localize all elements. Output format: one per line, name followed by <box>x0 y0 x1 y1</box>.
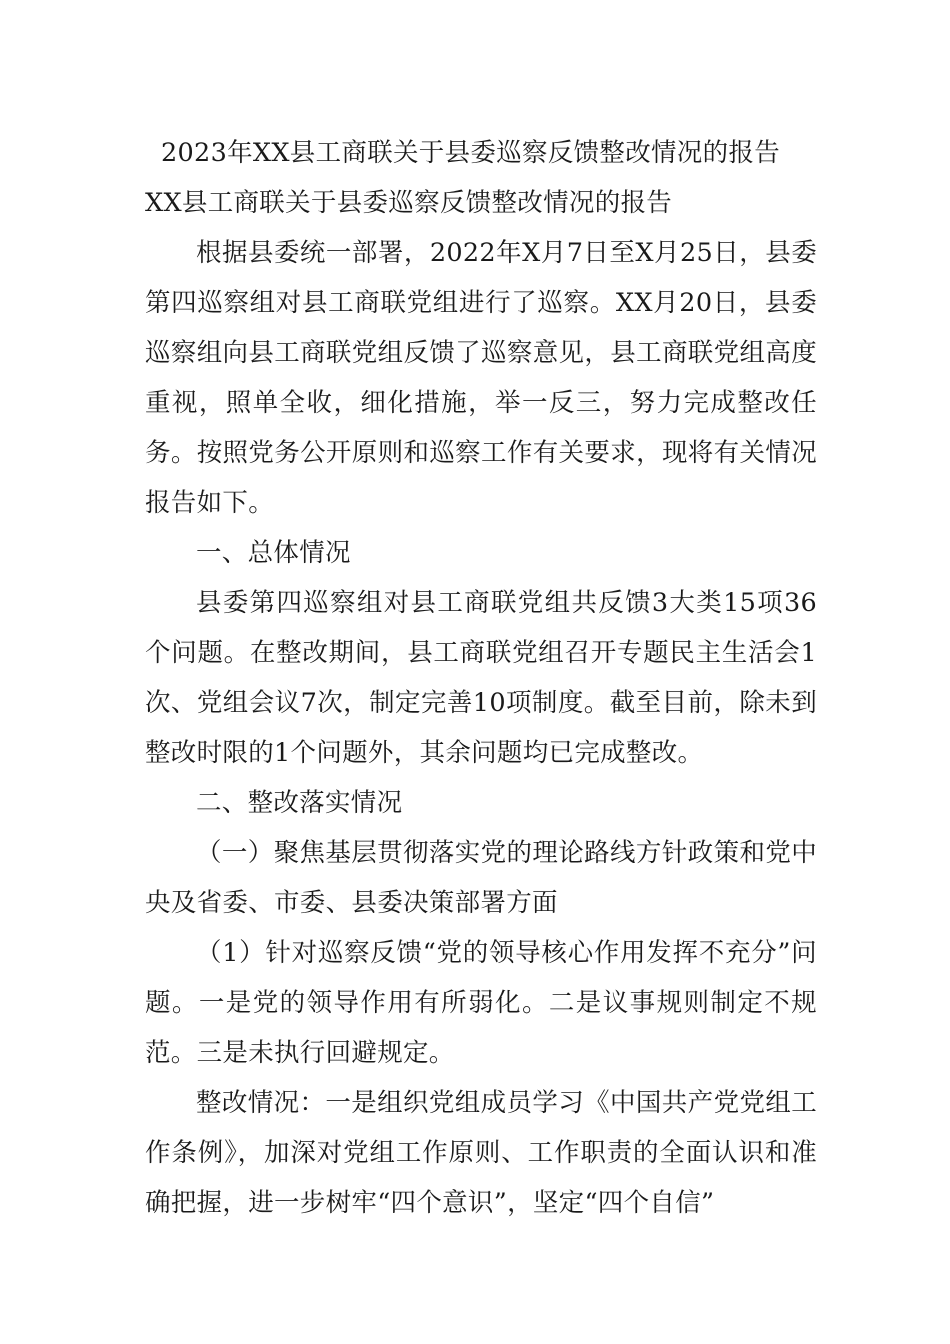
issue-item-1: （1）针对巡察反馈“党的领导核心作用发挥不充分”问题。一是党的领导作用有所弱化。二是议事规则制定不规范。三是未执行回避规定。 <box>145 938 817 1068</box>
subsection-heading-1: （一）聚焦基层贯彻落实党的理论路线方针政策和党中央及省委、市委、县委决策部署方面 <box>145 838 817 918</box>
section-heading-overview: 一、总体情况 <box>196 538 351 568</box>
rectification-paragraph-1: 整改情况：一是组织党组成员学习《中国共产党党组工作条例》，加深对党组工作原则、工作职责的全面认识和准确把握，进一步树牢“四个意识”，坚定“四个自信” <box>145 1088 817 1218</box>
section-heading-implementation: 二、整改落实情况 <box>196 788 403 818</box>
document-title: 2023年XX县工商联关于县委巡察反馈整改情况的报告 <box>161 138 781 168</box>
overview-paragraph: 县委第四巡察组对县工商联党组共反馈3大类15项36个问题。在整改期间，县工商联党组召开专题民主生活会1次、党组会议7次，制定完善10项制度。截至目前，除未到整改时限的1个问题外，其余问题均已完成整改。 <box>145 588 817 768</box>
document-subtitle: XX县工商联关于县委巡察反馈整改情况的报告 <box>145 188 673 218</box>
intro-paragraph: 根据县委统一部署，2022年X月7日至X月25日，县委第四巡察组对县工商联党组进行了巡察。XX月20日，县委巡察组向县工商联党组反馈了巡察意见，县工商联党组高度重视，照单全收，细化措施，举一反三，努力完成整改任务。按照党务公开原则和巡察工作有关要求，现将有关情况报告如下。 <box>145 238 817 518</box>
document-body <box>145 128 817 1228</box>
